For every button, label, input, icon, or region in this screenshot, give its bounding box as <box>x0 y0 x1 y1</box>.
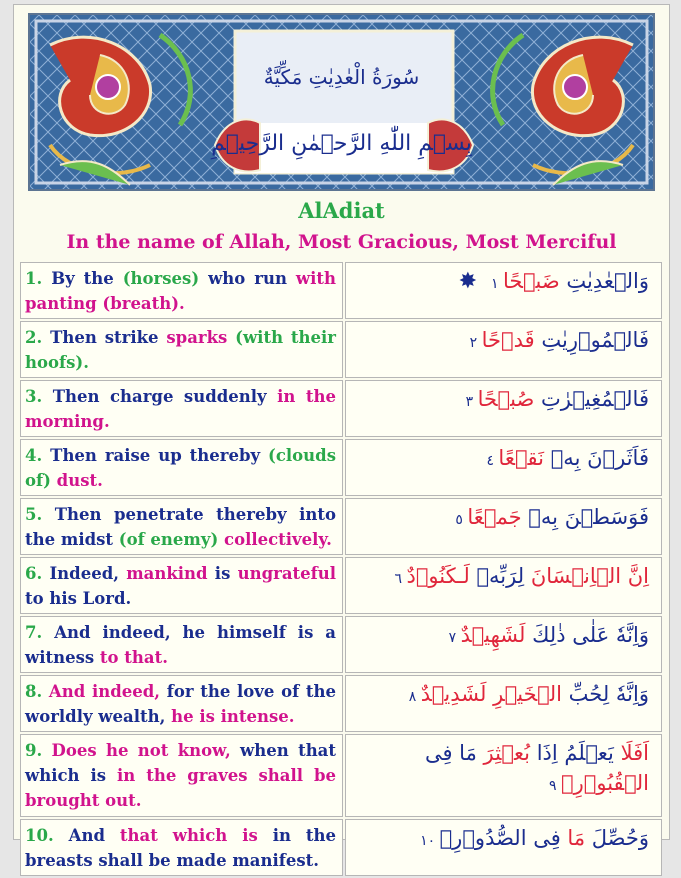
verse-number: 4. <box>25 446 43 465</box>
arabic-word: فَالۡمُوۡرِيٰتِ <box>534 328 649 352</box>
arabic-word: اِنَّ <box>621 564 649 588</box>
arabic-word: بُعۡثِرَ <box>476 741 531 765</box>
verse-english <box>20 734 343 817</box>
verse-number: 5. <box>25 505 43 524</box>
verse-row <box>20 380 662 437</box>
page-panel <box>13 4 670 870</box>
floral-ornament <box>30 15 653 189</box>
verse-number: 1. <box>25 269 43 288</box>
verse-row <box>20 616 662 673</box>
verse-arabic <box>345 557 662 614</box>
arabic-word: فَالۡمُغِيۡرٰتِ <box>534 387 649 411</box>
verse-row <box>20 262 662 319</box>
arabic-word: مَا <box>452 741 477 765</box>
verse-text-segment: By the <box>42 269 123 288</box>
arabic-word: ذٰلِكَ <box>525 623 566 647</box>
verse-text-segment: (clouds of) <box>25 446 336 490</box>
ayah-end-marker: ١ <box>491 276 503 292</box>
arabic-word: لَشَدِيۡدٌ <box>420 682 487 706</box>
verse-text-segment: Does he not know, <box>42 741 231 760</box>
verse-text-segment: Then penetrate thereby into the midst <box>25 505 336 549</box>
verse-text-segment: dust. <box>50 471 103 490</box>
verse-text-segment: collectively. <box>218 530 332 549</box>
verse-text-segment: when that which is <box>25 741 336 785</box>
verse-number: 8. <box>25 682 43 701</box>
verse-arabic <box>345 439 662 496</box>
verse-row <box>20 557 662 614</box>
arabic-word: الۡخَيۡرِ <box>486 682 562 706</box>
arabic-word: وَاِنَّهٗ <box>609 682 649 706</box>
verse-english <box>20 557 343 614</box>
verse-arabic <box>345 380 662 437</box>
verse-text-segment: that which is <box>119 826 258 845</box>
verse-text-segment: (horses) <box>122 269 200 288</box>
arabic-word: نَقۡعًا <box>498 446 545 470</box>
verse-text-segment: (of enemy) <box>118 530 219 549</box>
arabic-word: لِرَبِّهٖ <box>469 564 525 588</box>
arabic-word: بِهٖ <box>544 446 581 470</box>
arabic-word: الۡقُبُوۡرِۙ <box>561 771 649 795</box>
surah-title-arabic: سُورَةُ الْعٰدِيٰتِ مَكِّيَّةٌ <box>263 65 420 89</box>
verse-row <box>20 498 662 555</box>
star-ornament-icon: ✸ <box>458 269 477 294</box>
verse-text-segment: And <box>53 826 120 845</box>
verse-arabic <box>345 616 662 673</box>
ayah-end-marker: ٤ <box>486 453 499 469</box>
arabic-word: لَـكَنُوۡدٌ <box>406 564 470 588</box>
verse-row <box>20 675 662 732</box>
arabic-word: عَلٰى <box>565 623 610 647</box>
arabic-word: الصُّدُوۡرِۙ <box>439 826 527 850</box>
verse-text-segment: in the breasts shall be made manifest. <box>25 826 336 870</box>
verse-arabic <box>345 734 662 817</box>
arabic-word: الۡاِنۡسَانَ <box>524 564 622 588</box>
arabic-word: لَشَهِيۡدٌ <box>460 623 526 647</box>
arabic-word: قَدۡحًا <box>481 328 535 352</box>
arabic-word: يَعۡلَمُ <box>557 741 614 765</box>
verse-text-segment: (with their hoofs). <box>25 328 336 372</box>
verse-text-segment: in the morning. <box>25 387 337 431</box>
verse-text-segment: is <box>207 564 238 583</box>
verse-text-segment: And indeed, he himself is a witness <box>25 623 336 667</box>
verse-text-segment: mankind <box>126 564 208 583</box>
verse-text-segment: who run <box>199 269 296 288</box>
verse-text-segment: ungrateful <box>237 564 336 583</box>
verse-row <box>20 439 662 496</box>
ayah-end-marker: ٨ <box>408 689 421 705</box>
verse-english <box>20 819 343 876</box>
page-title: AlAdiat <box>298 198 385 223</box>
verse-english <box>20 262 343 319</box>
verse-arabic <box>345 262 662 319</box>
arabic-word: لِحُبِّ <box>561 682 610 706</box>
arabic-word: صُبۡحًا <box>477 387 535 411</box>
ayah-end-marker: ٧ <box>448 630 461 646</box>
arabic-word: بِهٖ <box>521 505 559 529</box>
verse-number: 3. <box>25 387 43 406</box>
verse-number: 6. <box>25 564 43 583</box>
verse-text-segment: Then charge suddenly <box>42 387 278 406</box>
arabic-word: مَا <box>560 826 586 850</box>
verse-row <box>20 819 662 876</box>
verse-text-segment: in the graves shall be brought out. <box>25 766 337 810</box>
verse-english <box>20 675 343 732</box>
verse-english <box>20 498 343 555</box>
verses-table <box>18 260 664 878</box>
ayah-end-marker: ٩ <box>549 778 561 794</box>
ayah-end-marker: ١٠ <box>420 833 440 849</box>
arabic-word: فَاَثَرۡنَ <box>580 446 649 470</box>
decorative-banner <box>28 13 655 191</box>
verse-text-segment: to his Lord. <box>25 589 132 608</box>
verse-english <box>20 439 343 496</box>
verse-text-segment: (breath). <box>96 294 185 313</box>
verse-number: 2. <box>25 328 43 347</box>
verse-english <box>20 380 343 437</box>
ayah-end-marker: ٢ <box>469 335 482 351</box>
verse-text-segment: to that. <box>99 648 168 667</box>
arabic-word: ضَبۡحًا <box>502 269 560 293</box>
ayah-end-marker: ٦ <box>394 571 407 587</box>
ayah-end-marker: ٣ <box>465 394 478 410</box>
verse-row <box>20 321 662 378</box>
verse-text-segment: And indeed, <box>42 682 161 701</box>
arabic-word: جَمۡعًا <box>467 505 522 529</box>
verse-row <box>20 734 662 817</box>
verse-arabic <box>345 675 662 732</box>
verse-text-segment: Indeed, <box>42 564 127 583</box>
verse-text-segment: with panting <box>25 269 336 313</box>
verse-text-segment: Then strike <box>42 328 167 347</box>
arabic-word: وَالۡعٰدِيٰتِ <box>559 269 649 293</box>
basmala-english: In the name of Allah, Most Gracious, Most Merciful <box>66 231 617 253</box>
arabic-word: وَاِنَّهٗ <box>609 623 649 647</box>
arabic-word: وَحُصِّلَ <box>585 826 649 850</box>
verse-text-segment: he is intense. <box>171 707 295 726</box>
verse-text-segment: for the love of the worldly wealth, <box>25 682 337 726</box>
verse-arabic <box>345 819 662 876</box>
verse-arabic <box>345 498 662 555</box>
verse-text-segment: sparks <box>166 328 228 347</box>
arabic-word: فِى <box>526 826 561 850</box>
basmala-arabic: بِسۡمِ اللّٰهِ الرَّحۡمٰنِ الرَّحِيۡمِ <box>211 131 472 156</box>
arabic-word: اَفَلَا <box>613 741 649 765</box>
verse-arabic <box>345 321 662 378</box>
verse-number: 7. <box>25 623 43 642</box>
verse-number: 10. <box>25 826 54 845</box>
ayah-end-marker: ٥ <box>455 512 468 528</box>
verse-english <box>20 321 343 378</box>
verse-text-segment: Then raise up thereby <box>42 446 269 465</box>
arabic-word: فِى <box>424 741 453 765</box>
arabic-word: فَوَسَطۡنَ <box>558 505 649 529</box>
verse-english <box>20 616 343 673</box>
verse-number: 9. <box>25 741 43 760</box>
arabic-word: اِذَا <box>530 741 558 765</box>
